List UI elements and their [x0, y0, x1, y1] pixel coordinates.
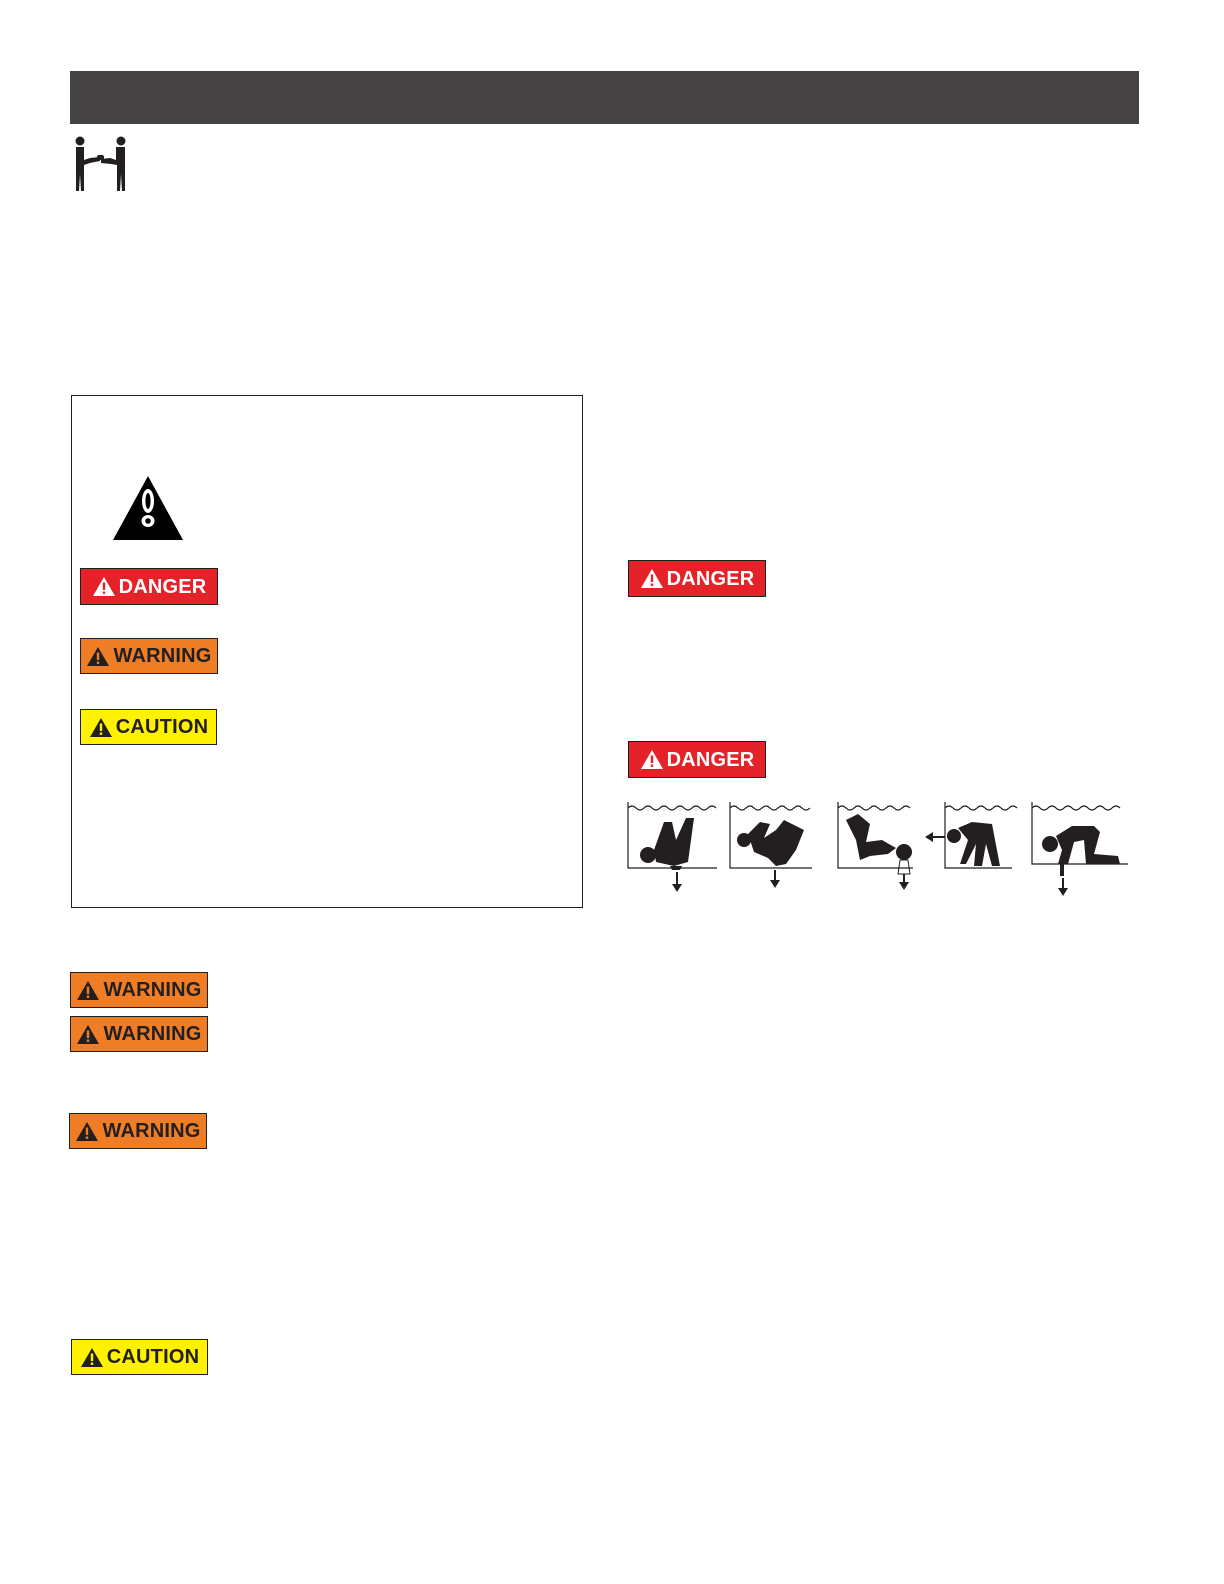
- warning-triangle-icon: [92, 576, 116, 597]
- warning-triangle-icon: [86, 646, 110, 667]
- danger-label: [628, 560, 766, 597]
- warning-triangle-icon: [640, 568, 664, 589]
- warning-triangle-icon: [80, 1347, 104, 1368]
- section-header-bar: [70, 71, 1139, 124]
- warning-label-text: WARNING: [103, 979, 202, 1001]
- warning-label: [70, 1016, 208, 1052]
- warning-triangle-icon: [75, 1121, 99, 1142]
- warning-triangle-icon: [89, 717, 113, 738]
- exclamation-triangle-icon: [111, 474, 185, 542]
- hair-entanglement-pictogram: [846, 814, 912, 874]
- warning-label: [69, 1113, 207, 1149]
- danger-label: [628, 741, 766, 778]
- warning-triangle-icon: [76, 1024, 100, 1045]
- danger-label-text: DANGER: [666, 567, 755, 590]
- body-entrapment-pictogram: [640, 818, 694, 870]
- warning-label-text: WARNING: [102, 1120, 201, 1142]
- entrapment-pictogram-row: [626, 800, 1131, 900]
- warning-triangle-icon: [76, 980, 100, 1001]
- handshake-icon: [70, 134, 130, 194]
- warning-triangle-icon: [640, 749, 664, 770]
- limb-entrapment-pictogram: [737, 820, 804, 866]
- caution-label-text: CAUTION: [115, 716, 209, 738]
- warning-label-text: WARNING: [113, 645, 212, 667]
- mechanical-entrapment-pictogram: [1042, 826, 1120, 876]
- warning-label: [70, 972, 208, 1008]
- caution-label-text: CAUTION: [106, 1346, 200, 1368]
- warning-label-text: WARNING: [103, 1023, 202, 1045]
- caution-label: [80, 709, 217, 745]
- danger-label: [80, 568, 218, 605]
- danger-label-text: DANGER: [666, 748, 755, 771]
- evisceration-pictogram: [947, 822, 1000, 866]
- caution-label: [71, 1339, 208, 1375]
- warning-label: [80, 638, 218, 674]
- danger-label-text: DANGER: [118, 575, 207, 598]
